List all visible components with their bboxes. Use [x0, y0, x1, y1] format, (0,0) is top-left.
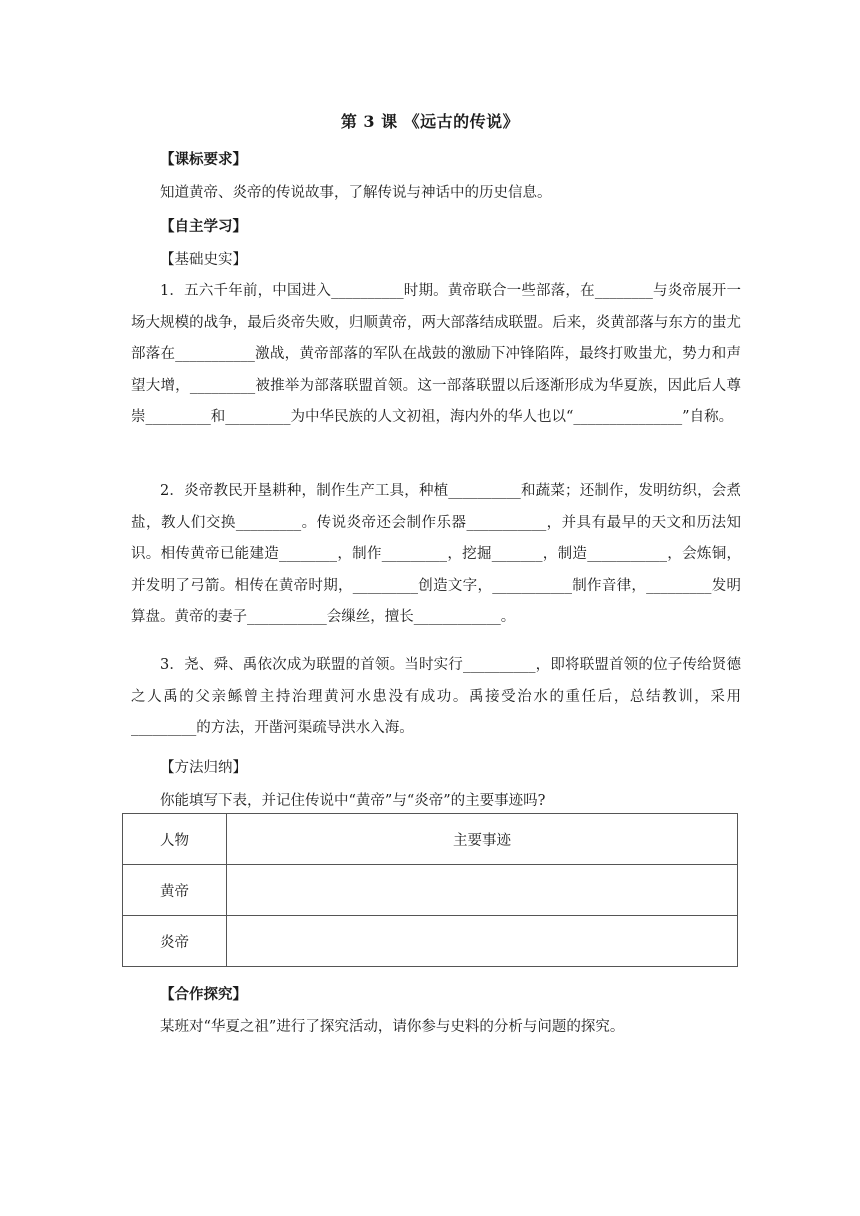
standard-text: 知道黄帝、炎帝的传说故事，了解传说与神话中的历史信息。	[160, 185, 552, 201]
deeds-table	[122, 813, 738, 967]
method-prompt: 你能填写下表，并记住传说中“黄帝”与“炎帝”的主要事迹吗?	[160, 793, 546, 809]
table-header-row	[123, 814, 738, 865]
standard-heading: 【课标要求】	[160, 151, 247, 168]
self-study-heading: 【自主学习】	[160, 218, 247, 235]
table-row	[123, 916, 738, 967]
paragraph-3	[131, 650, 741, 745]
basic-facts-heading: 【基础史实】	[160, 252, 247, 268]
table-header-deeds: 主要事迹	[227, 814, 738, 865]
table-header-person: 人物	[123, 814, 227, 865]
table-cell-person: 黄帝	[123, 865, 227, 916]
paragraph-3-text: 3．尧、舜、禹依次成为联盟的首领。当时实行__________，即将联盟首领的位子传给贤德之人禹的父亲鲧曾主持治理黄河水患没有成功。禹接受治水的重任后，总结教训，采用_________的方法，开凿河渠疏导洪水入海。	[131, 657, 741, 737]
page-title: 第 3 课 《远古的传说》	[340, 112, 520, 131]
cooperation-heading: 【合作探究】	[160, 986, 247, 1003]
paragraph-1-text: 1．五六千年前，中国进入__________时期。黄帝联合一些部落，在________与炎帝展开一场大规模的战争，最后炎帝失败，归顺黄帝，两大部落结成联盟。后来，炎黄部落与东方的蚩尤部落在___________激战，黄帝部落的军队在战鼓的激励下冲锋陷阵，最终打败蚩尤，势力和声望大增，_________被推举为部落联盟首领。这一部落联盟以后逐渐形成为华夏族，因此后人尊崇_________和_________为中华民族的人文初祖，海内外的华人也以“_______________”自称。	[131, 283, 741, 426]
table-row	[123, 865, 738, 916]
paragraph-2	[131, 476, 741, 634]
paragraph-1	[131, 276, 741, 434]
table-cell-person: 炎帝	[123, 916, 227, 967]
cooperation-text: 某班对“华夏之祖”进行了探究活动，请你参与史料的分析与问题的探究。	[160, 1019, 625, 1035]
table-cell-deeds[interactable]	[227, 865, 738, 916]
method-heading: 【方法归纳】	[160, 760, 247, 776]
table-cell-deeds[interactable]	[227, 916, 738, 967]
paragraph-2-text: 2．炎帝教民开垦耕种，制作生产工具，种植__________和蔬菜；还制作，发明纺织，会煮盐，教人们交换_________。传说炎帝还会制作乐器___________，并具有最早的天文和历法知识。相传黄帝已能建造________，制作_________，挖掘_______，制造___________，会炼铜，并发明了弓箭。相传在黄帝时期，_________创造文字，___________制作音律，_________发明算盘。黄帝的妻子___________会缫丝，擅长____________。	[131, 483, 741, 626]
